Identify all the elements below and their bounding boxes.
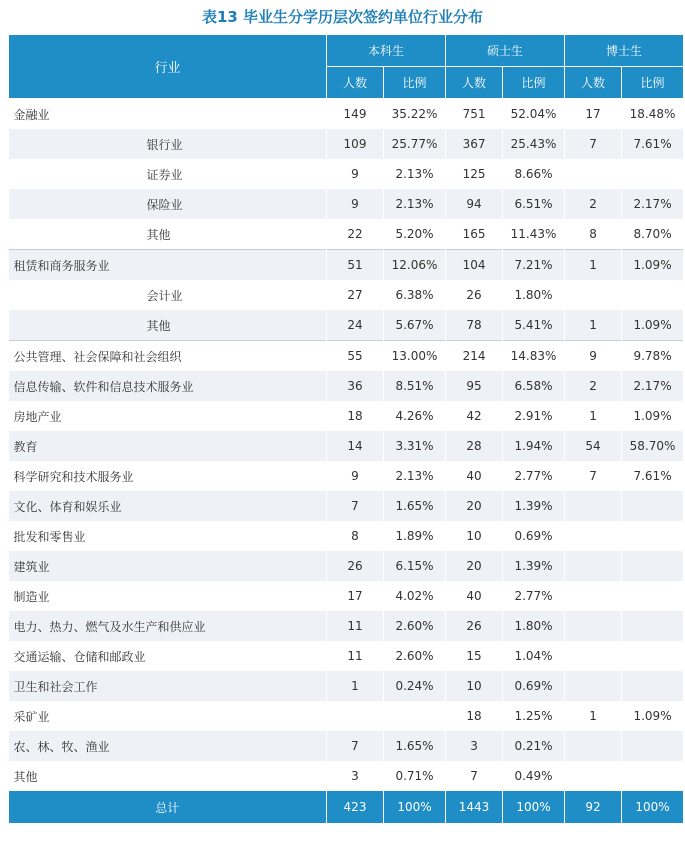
undergraduate-ratio-cell: 0.24% (384, 671, 446, 701)
count-header: 人数 (327, 67, 384, 99)
table-row (9, 641, 684, 671)
undergraduate-ratio-cell: 6.15% (384, 551, 446, 581)
master-ratio-cell: 25.43% (503, 129, 565, 159)
master-count-cell: 26 (446, 611, 503, 641)
industry-cell: 文化、体育和娱乐业 (9, 491, 327, 521)
doctor-ratio-cell (622, 641, 684, 671)
master-ratio-cell: 0.49% (503, 761, 565, 791)
undergraduate-count-cell: 1 (327, 671, 384, 701)
table-subrow (9, 129, 684, 159)
doctor-count-cell: 1 (565, 701, 622, 731)
table-row (9, 731, 684, 761)
doctor-ratio-cell (622, 581, 684, 611)
undergraduate-count-cell: 9 (327, 189, 384, 219)
total-undergraduate-count: 423 (327, 791, 384, 823)
table-row (9, 671, 684, 701)
industry-cell: 信息传输、软件和信息技术服务业 (9, 371, 327, 401)
industry-cell: 其他 (9, 219, 327, 250)
industry-cell: 交通运输、仓储和邮政业 (9, 641, 327, 671)
doctor-ratio-cell: 18.48% (622, 99, 684, 130)
master-ratio-cell: 2.77% (503, 581, 565, 611)
master-ratio-cell: 7.21% (503, 250, 565, 281)
master-count-cell: 104 (446, 250, 503, 281)
industry-cell: 房地产业 (9, 401, 327, 431)
doctor-count-cell (565, 581, 622, 611)
master-ratio-cell: 6.51% (503, 189, 565, 219)
table-row (9, 461, 684, 491)
undergraduate-ratio-cell: 1.65% (384, 491, 446, 521)
industry-cell: 农、林、牧、渔业 (9, 731, 327, 761)
master-ratio-cell: 5.41% (503, 310, 565, 341)
doctor-count-cell: 54 (565, 431, 622, 461)
master-ratio-cell: 0.69% (503, 521, 565, 551)
doctor-count-cell: 7 (565, 129, 622, 159)
ratio-header: 比例 (622, 67, 684, 99)
undergraduate-count-cell: 7 (327, 731, 384, 761)
industry-cell: 银行业 (9, 129, 327, 159)
doctor-count-cell: 2 (565, 371, 622, 401)
master-count-cell: 40 (446, 461, 503, 491)
undergraduate-ratio-cell: 1.65% (384, 731, 446, 761)
doctor-ratio-cell: 9.78% (622, 341, 684, 372)
doctor-count-cell (565, 611, 622, 641)
master-ratio-cell: 2.91% (503, 401, 565, 431)
undergraduate-count-cell: 18 (327, 401, 384, 431)
doctor-ratio-cell: 7.61% (622, 461, 684, 491)
industry-cell: 证券业 (9, 159, 327, 189)
table-row (9, 401, 684, 431)
master-ratio-cell: 0.69% (503, 671, 565, 701)
master-count-cell: 20 (446, 551, 503, 581)
doctor-ratio-cell: 2.17% (622, 371, 684, 401)
industry-cell: 会计业 (9, 280, 327, 310)
industry-cell: 采矿业 (9, 701, 327, 731)
undergraduate-ratio-cell: 2.13% (384, 159, 446, 189)
undergraduate-ratio-cell: 8.51% (384, 371, 446, 401)
undergraduate-ratio-cell: 2.13% (384, 189, 446, 219)
master-count-cell: 125 (446, 159, 503, 189)
table-body (9, 99, 684, 792)
undergraduate-ratio-cell: 1.89% (384, 521, 446, 551)
doctor-count-cell (565, 761, 622, 791)
undergraduate-count-cell: 27 (327, 280, 384, 310)
ratio-header: 比例 (503, 67, 565, 99)
doctor-ratio-cell: 1.09% (622, 310, 684, 341)
undergraduate-ratio-cell: 0.71% (384, 761, 446, 791)
master-count-cell: 20 (446, 491, 503, 521)
industry-cell: 批发和零售业 (9, 521, 327, 551)
industry-cell: 其他 (9, 761, 327, 791)
undergraduate-count-cell: 24 (327, 310, 384, 341)
doctor-count-cell (565, 280, 622, 310)
doctor-ratio-cell (622, 671, 684, 701)
undergraduate-ratio-cell: 5.67% (384, 310, 446, 341)
master-ratio-cell: 1.39% (503, 491, 565, 521)
undergraduate-ratio-cell: 5.20% (384, 219, 446, 250)
master-count-cell: 7 (446, 761, 503, 791)
table-row (9, 611, 684, 641)
doctor-count-cell: 17 (565, 99, 622, 130)
undergraduate-ratio-cell: 4.02% (384, 581, 446, 611)
doctor-count-cell (565, 641, 622, 671)
master-count-cell: 3 (446, 731, 503, 761)
total-doctor-count: 92 (565, 791, 622, 823)
doctor-count-cell (565, 159, 622, 189)
master-count-cell: 10 (446, 521, 503, 551)
master-header: 硕士生 (446, 35, 565, 67)
industry-column-header: 行业 (9, 35, 327, 99)
doctor-ratio-cell: 1.09% (622, 701, 684, 731)
total-row (9, 791, 684, 823)
master-count-cell: 751 (446, 99, 503, 130)
table-row (9, 371, 684, 401)
master-ratio-cell: 14.83% (503, 341, 565, 372)
industry-cell: 电力、热力、燃气及水生产和供应业 (9, 611, 327, 641)
undergraduate-ratio-cell: 3.31% (384, 431, 446, 461)
master-count-cell: 214 (446, 341, 503, 372)
master-count-cell: 28 (446, 431, 503, 461)
table-row (9, 761, 684, 791)
total-master-ratio: 100% (503, 791, 565, 823)
master-ratio-cell: 2.77% (503, 461, 565, 491)
undergraduate-count-cell: 7 (327, 491, 384, 521)
master-count-cell: 94 (446, 189, 503, 219)
undergraduate-count-cell: 55 (327, 341, 384, 372)
undergraduate-header: 本科生 (327, 35, 446, 67)
master-count-cell: 18 (446, 701, 503, 731)
undergraduate-ratio-cell: 4.26% (384, 401, 446, 431)
industry-cell: 金融业 (9, 99, 327, 130)
undergraduate-count-cell: 9 (327, 461, 384, 491)
doctor-ratio-cell (622, 761, 684, 791)
master-count-cell: 40 (446, 581, 503, 611)
industry-distribution-table (8, 34, 684, 823)
table-row (9, 581, 684, 611)
undergraduate-count-cell (327, 701, 384, 731)
table-subrow (9, 219, 684, 250)
master-ratio-cell: 8.66% (503, 159, 565, 189)
undergraduate-count-cell: 26 (327, 551, 384, 581)
undergraduate-count-cell: 22 (327, 219, 384, 250)
undergraduate-count-cell: 8 (327, 521, 384, 551)
master-ratio-cell: 6.58% (503, 371, 565, 401)
doctor-ratio-cell (622, 731, 684, 761)
undergraduate-count-cell: 51 (327, 250, 384, 281)
master-ratio-cell: 1.80% (503, 611, 565, 641)
industry-cell: 教育 (9, 431, 327, 461)
undergraduate-count-cell: 9 (327, 159, 384, 189)
doctor-ratio-cell (622, 521, 684, 551)
table-title: 表13 毕业生分学历层次签约单位行业分布 (201, 8, 484, 26)
undergraduate-ratio-cell (384, 701, 446, 731)
table-row (9, 431, 684, 461)
master-count-cell: 165 (446, 219, 503, 250)
undergraduate-ratio-cell: 2.13% (384, 461, 446, 491)
doctor-ratio-cell: 2.17% (622, 189, 684, 219)
undergraduate-count-cell: 17 (327, 581, 384, 611)
master-count-cell: 10 (446, 671, 503, 701)
doctor-ratio-cell: 7.61% (622, 129, 684, 159)
industry-cell: 租赁和商务服务业 (9, 250, 327, 281)
total-undergraduate-ratio: 100% (384, 791, 446, 823)
master-ratio-cell: 11.43% (503, 219, 565, 250)
master-count-cell: 367 (446, 129, 503, 159)
table-row (9, 701, 684, 731)
undergraduate-count-cell: 36 (327, 371, 384, 401)
industry-cell: 卫生和社会工作 (9, 671, 327, 701)
undergraduate-ratio-cell: 12.06% (384, 250, 446, 281)
industry-cell: 公共管理、社会保障和社会组织 (9, 341, 327, 372)
doctor-count-cell: 1 (565, 250, 622, 281)
industry-cell: 保险业 (9, 189, 327, 219)
master-ratio-cell: 1.80% (503, 280, 565, 310)
master-ratio-cell: 1.04% (503, 641, 565, 671)
doctor-count-cell: 8 (565, 219, 622, 250)
table-row (9, 551, 684, 581)
undergraduate-count-cell: 3 (327, 761, 384, 791)
doctor-count-cell: 2 (565, 189, 622, 219)
master-ratio-cell: 52.04% (503, 99, 565, 130)
undergraduate-ratio-cell: 13.00% (384, 341, 446, 372)
doctor-count-cell (565, 491, 622, 521)
industry-cell: 其他 (9, 310, 327, 341)
table-subrow (9, 310, 684, 341)
doctor-ratio-cell: 58.70% (622, 431, 684, 461)
table-row (9, 521, 684, 551)
master-ratio-cell: 1.25% (503, 701, 565, 731)
master-count-cell: 15 (446, 641, 503, 671)
master-count-cell: 95 (446, 371, 503, 401)
undergraduate-count-cell: 11 (327, 611, 384, 641)
doctor-count-cell (565, 671, 622, 701)
undergraduate-count-cell: 11 (327, 641, 384, 671)
industry-cell: 制造业 (9, 581, 327, 611)
undergraduate-ratio-cell: 2.60% (384, 611, 446, 641)
industry-cell: 建筑业 (9, 551, 327, 581)
doctor-ratio-cell (622, 491, 684, 521)
count-header: 人数 (446, 67, 503, 99)
table-row (9, 99, 684, 130)
doctor-ratio-cell (622, 611, 684, 641)
master-count-cell: 26 (446, 280, 503, 310)
master-count-cell: 78 (446, 310, 503, 341)
doctor-ratio-cell (622, 159, 684, 189)
doctor-ratio-cell (622, 551, 684, 581)
undergraduate-ratio-cell: 25.77% (384, 129, 446, 159)
doctor-ratio-cell (622, 280, 684, 310)
doctor-count-cell (565, 551, 622, 581)
master-ratio-cell: 1.94% (503, 431, 565, 461)
table-subrow (9, 189, 684, 219)
doctor-count-cell: 1 (565, 310, 622, 341)
master-ratio-cell: 1.39% (503, 551, 565, 581)
table-row (9, 491, 684, 521)
doctor-count-cell (565, 731, 622, 761)
doctor-count-cell: 7 (565, 461, 622, 491)
ratio-header: 比例 (384, 67, 446, 99)
undergraduate-ratio-cell: 2.60% (384, 641, 446, 671)
doctor-count-cell (565, 521, 622, 551)
table-subrow (9, 159, 684, 189)
doctor-ratio-cell: 1.09% (622, 250, 684, 281)
undergraduate-count-cell: 14 (327, 431, 384, 461)
undergraduate-count-cell: 109 (327, 129, 384, 159)
table-row (9, 341, 684, 372)
industry-cell: 科学研究和技术服务业 (9, 461, 327, 491)
master-ratio-cell: 0.21% (503, 731, 565, 761)
doctor-header: 博士生 (565, 35, 684, 67)
undergraduate-count-cell: 149 (327, 99, 384, 130)
doctor-ratio-cell: 1.09% (622, 401, 684, 431)
total-doctor-ratio: 100% (622, 791, 684, 823)
total-label: 总计 (9, 791, 327, 823)
undergraduate-ratio-cell: 35.22% (384, 99, 446, 130)
master-count-cell: 42 (446, 401, 503, 431)
doctor-ratio-cell: 8.70% (622, 219, 684, 250)
count-header: 人数 (565, 67, 622, 99)
undergraduate-ratio-cell: 6.38% (384, 280, 446, 310)
table-row (9, 250, 684, 281)
doctor-count-cell: 1 (565, 401, 622, 431)
doctor-count-cell: 9 (565, 341, 622, 372)
total-master-count: 1443 (446, 791, 503, 823)
table-subrow (9, 280, 684, 310)
